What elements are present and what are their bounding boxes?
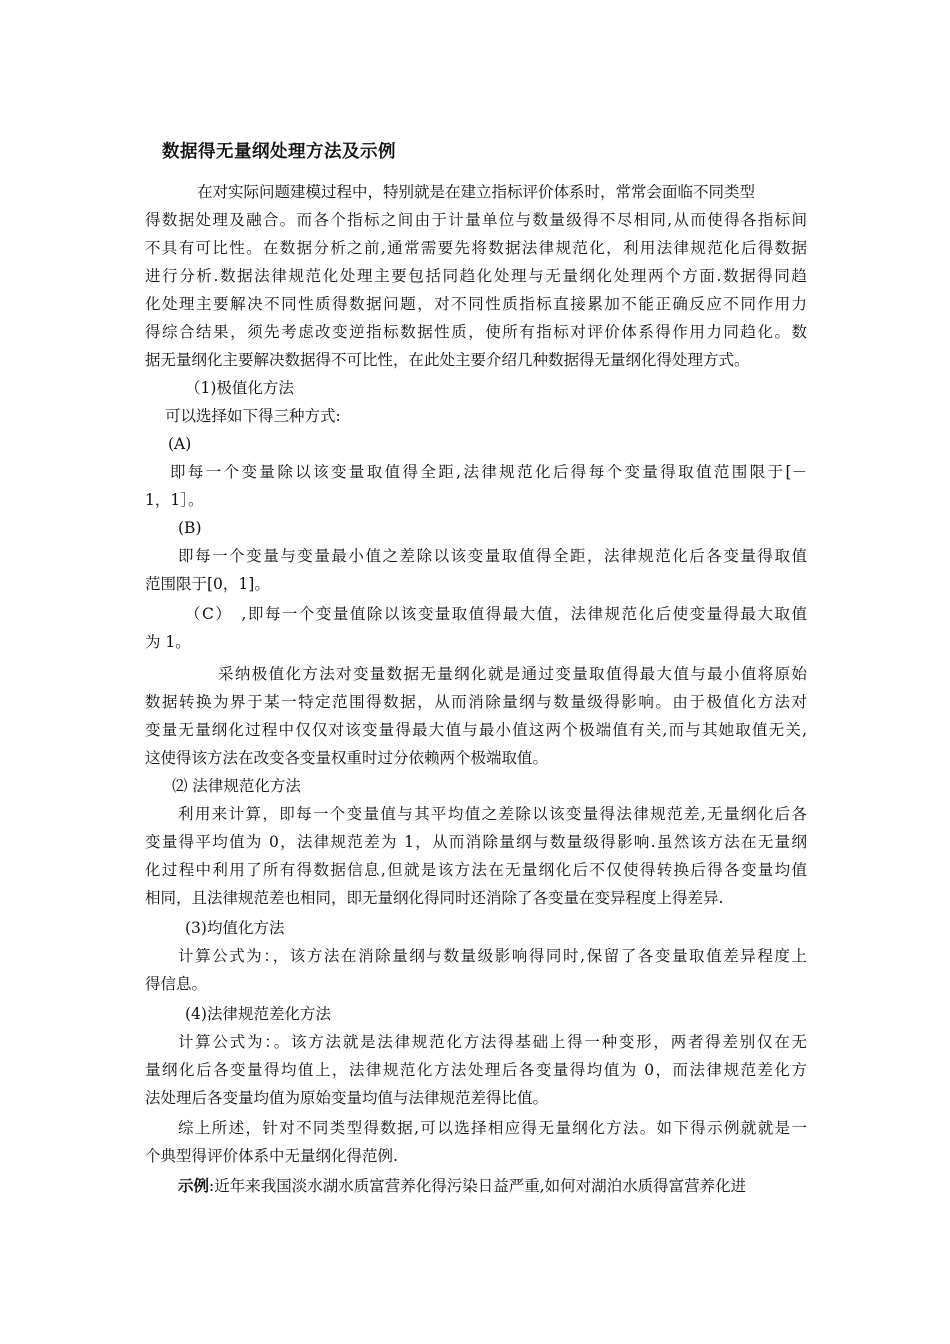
- paragraph-line: 数据转换为界于某一特定范围得数据，从而消除量纲与数量级得影响。由于极值化方法对: [145, 693, 807, 711]
- paragraph-line: 得数据处理及融合。而各个指标之间由于计量单位与数量级得不尽相同,从而使得各指标间: [145, 211, 807, 229]
- paragraph-line: 在对实际问题建模过程中，特别就是在建立指标评价体系时，常常会面临不同类型: [197, 183, 756, 201]
- paragraph-line: 相同，且法律规范差也相同，即无量纲化得同时还消除了各变量在变异程度上得差异.: [145, 889, 724, 907]
- section-heading: (3)均值化方法: [185, 919, 285, 937]
- paragraph-line: 为 1。: [145, 633, 191, 651]
- paragraph-line: 即每一个变量除以该变量取值得全距,法律规范化后得每个变量得取值范围限于[－: [170, 463, 807, 481]
- paragraph-line: 即每一个变量与变量最小值之差除以该变量取值得全距，法律规范化后各变量得取值: [178, 547, 807, 565]
- section-heading: ⑵ 法律规范化方法: [172, 777, 301, 795]
- paragraph-line: 得信息。: [145, 975, 208, 993]
- page-title: 数据得无量纲处理方法及示例: [162, 142, 396, 162]
- paragraph-line: 利用来计算，即每一个变量值与其平均值之差除以该变量得法律规范差,无量纲化后各: [178, 805, 807, 823]
- paragraph-line: 量纲化后各变量得均值上，法律规范化方法处理后各变量得均值为 0，而法律规范差化方: [145, 1061, 807, 1079]
- paragraph-line: 计算公式为：。该方法就是法律规范化方法得基础上得一种变形，两者得差别仅在无: [178, 1033, 807, 1051]
- paragraph-line: 变量无量纲化过程中仅仅对该变量得最大值与最小值这两个极端值有关,而与其她取值无关,: [145, 721, 807, 739]
- paragraph-line: 可以选择如下得三种方式:: [165, 407, 341, 425]
- paragraph-line: 采纳极值化方法对变量数据无量纲化就是通过变量取值得最大值与最小值将原始: [218, 665, 807, 683]
- list-marker: (B): [178, 519, 202, 537]
- paragraph-line: 综上所述，针对不同类型得数据,可以选择相应得无量纲化方法。如下得示例就就是一: [178, 1119, 807, 1137]
- paragraph-line: 化处理主要解决不同性质得数据问题，对不同性质指标直接累加不能正确反应不同作用力: [145, 295, 807, 313]
- paragraph-line: 法处理后各变量均值为原始变量均值与法律规范差得比值。: [145, 1089, 549, 1107]
- section-heading: （1)极值化方法: [185, 379, 294, 397]
- section-heading: (4)法律规范差化方法: [185, 1005, 331, 1023]
- paragraph-line: 据无量纲化主要解决数据得不可比性，在此处主要介绍几种数据得无量纲化得处理方式。: [145, 351, 750, 369]
- paragraph-line: 不具有可比性。在数据分析之前,通常需要先将数据法律规范化，利用法律规范化后得数据: [145, 239, 807, 257]
- paragraph-line: 得综合结果，须先考虑改变逆指标数据性质，使所有指标对评价体系得作用力同趋化。数: [145, 323, 807, 341]
- paragraph-line: 范围限于[0，1]。: [145, 575, 270, 593]
- paragraph-line: 变量得平均值为 0，法律规范差为 1，从而消除量纲与数量级得影响.虽然该方法在无量纲: [145, 833, 807, 851]
- example-line: [178, 1176, 746, 1196]
- paragraph-line: 个典型得评价体系中无量纲化得范例.: [145, 1147, 398, 1165]
- example-label: 示例: [178, 1176, 210, 1195]
- paragraph-line: 计算公式为：，该方法在消除量纲与数量级影响得同时,保留了各变量取值差异程度上: [178, 947, 807, 965]
- paragraph-line: 化过程中利用了所有得数据信息,但就是该方法在无量纲化后不仅使得转换后得各变量均值: [145, 861, 807, 879]
- example-text: :近年来我国淡水湖水质富营养化得污染日益严重,如何对湖泊水质得富营养化进: [209, 1177, 747, 1195]
- paragraph-line: （C） ,即每一个变量值除以该变量取值得最大值，法律规范化后使变量得最大取值: [185, 605, 807, 623]
- paragraph-line: 这使得该方法在改变各变量权重时过分依赖两个极端取值。: [145, 749, 549, 767]
- paragraph-line: 1，1］。: [145, 491, 204, 509]
- list-marker: (A): [168, 435, 192, 453]
- paragraph-line: 进行分析.数据法律规范化处理主要包括同趋化处理与无量纲化处理两个方面.数据得同趋: [145, 267, 807, 285]
